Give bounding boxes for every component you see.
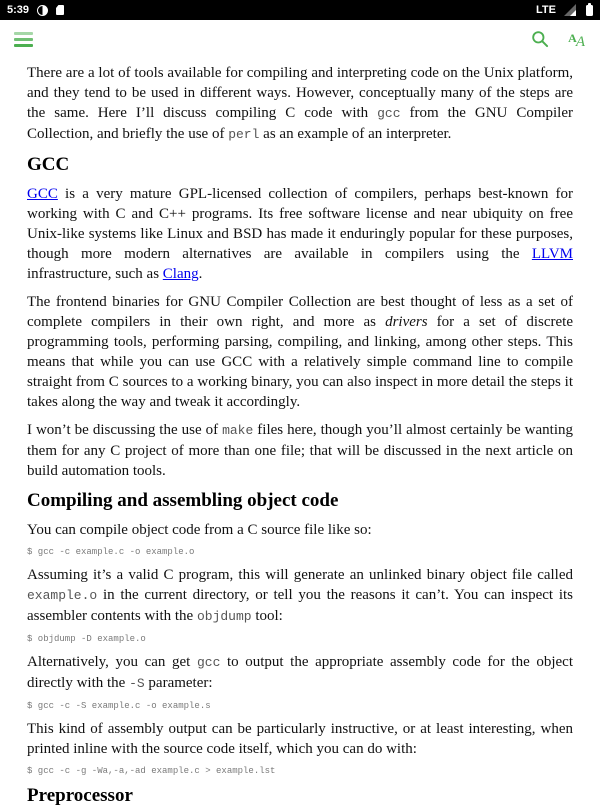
text-run: in the current directory, or tell you the reasons it can’t. You can inspect its assembler contents with the [27,587,573,624]
text-run: Alternatively, you can get [27,654,197,670]
paragraph [27,520,573,540]
inline-link[interactable]: Clang [162,266,199,282]
status-bar-left [7,4,64,16]
section-heading: GCC [27,154,70,175]
text-run: There are a lot of tools available for compiling and interpreting code on the Unix platform, and they tend to be used in different ways. However, conceptually many of the steps are the same. Here I’ll discuss compiling C code with [27,65,573,121]
paragraph [27,184,573,284]
code-block: $ gcc -c -S example.c -o example.s [27,701,211,711]
hamburger-menu-icon[interactable] [14,30,33,49]
text-run: is a very mature GPL-licensed collection of compilers, perhaps best-known for working with C and C++ programs. Its free software license and near ubiquity on free Unix-like systems like Linux and BSD has made it enduringly popular for these purposes, though more modern alternatives are available in compilers using the [27,186,573,262]
text-run: for a set of discrete programming tools, performing parsing, compiling, and linking, among other steps. This means that while you can use GCC with a relatively simple command line to compile straight from C sources to a working binary, you can also inspect in more detail the steps it takes along the way and tweak it accordingly. [27,314,573,410]
inline-link[interactable]: GCC [27,186,58,202]
inline-code: example.o [27,588,98,603]
inline-code: make [222,423,254,438]
paragraph [27,652,573,694]
code-block: $ objdump -D example.o [27,634,146,644]
text-run: I won’t be discussing the use of [27,422,223,438]
network-type-label: LTE [536,4,556,16]
text-run: infrastructure, such as [27,266,163,282]
text-run: tool: [251,608,283,624]
inline-code: gcc [377,106,401,121]
inline-code: -S [129,676,145,691]
status-bar [0,0,600,20]
paragraph [27,565,573,627]
search-icon[interactable] [530,29,550,49]
battery-icon [586,5,593,16]
section-heading: Compiling and assembling object code [27,490,339,511]
inline-link[interactable]: LLVM [531,246,573,262]
data-usage-icon [37,5,48,16]
sim-icon [56,5,64,15]
text-run: parameter: [144,675,213,691]
text-run: as an example of an interpreter. [259,126,452,142]
text-run: files here, though you’ll almost certainly be wanting them for any C project of more than one file; that will be discussed in the next article on build automation tools. [27,422,573,479]
signal-triangle-icon [564,4,576,16]
text-run: drivers [385,314,428,330]
inline-code: gcc [196,655,221,670]
text-run: from the GNU Compiler Collection, and briefly the use of [27,105,573,142]
article-body [0,58,600,807]
toolbar-actions [530,29,586,49]
text-run: to output the appropriate assembly code for the object directly with the [27,654,574,691]
text-run: The frontend binaries for GNU Compiler Collection are best thought of less as a set of complete compilers in their own right, and more as [27,294,573,330]
paragraph [27,719,573,759]
code-block: $ gcc -c -g -Wa,-a,-ad example.c > example.lst [27,766,276,776]
paragraph [27,420,573,481]
inline-code: perl [228,127,260,142]
code-block: $ gcc -c example.c -o example.o [27,547,195,557]
text-run: You can compile object code from a C source file like so: [27,522,372,538]
paragraph [27,292,573,412]
text-run: . [198,266,203,282]
text-size-icon[interactable]: A A [568,30,585,50]
status-bar-right [536,4,593,16]
clock-time: 5:39 [7,4,30,16]
text-run: This kind of assembly output can be particularly instructive, or at least interesting, when printed inline with the source code itself, which you can do with: [27,721,573,757]
inline-code: objdump [196,609,252,624]
paragraph [27,63,573,145]
app-toolbar [0,20,600,58]
text-run: Assuming it’s a valid C program, this will generate an unlinked binary object file called [27,567,573,583]
section-heading: Preprocessor [27,785,133,806]
